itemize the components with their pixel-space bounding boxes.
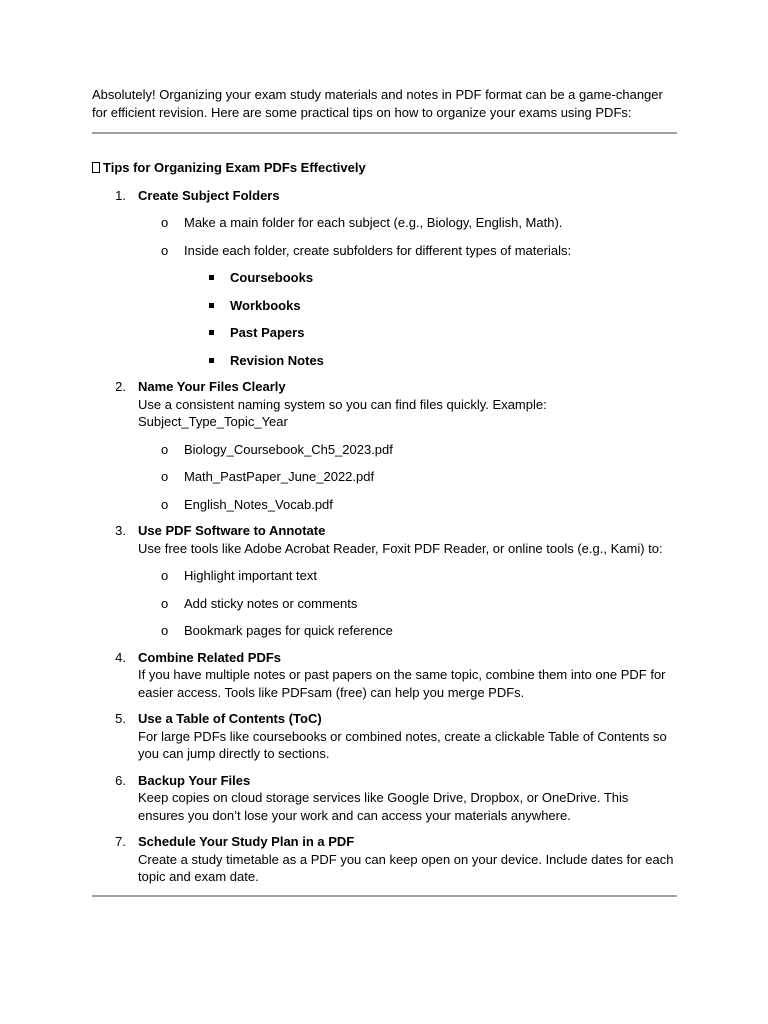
tip-number: 3. [115, 523, 126, 538]
tip-body: For large PDFs like coursebooks or combined notes, create a clickable Table of Contents so you can jump directly to sections. [138, 728, 667, 761]
sub-item [138, 595, 677, 613]
horizontal-rule [92, 895, 677, 897]
sub-item [138, 496, 677, 514]
tips-list [92, 187, 677, 886]
sub-list [138, 567, 677, 640]
tip-item [92, 710, 677, 763]
tip-item [92, 772, 677, 825]
tip-item [92, 187, 677, 370]
horizontal-rule [92, 132, 677, 134]
material-type-item [184, 352, 677, 370]
tip-body: Use free tools like Adobe Acrobat Reader, Foxit PDF Reader, or online tools (e.g., Kami) to: [138, 540, 663, 556]
tip-title: Backup Your Files [138, 772, 251, 788]
tip-body: Create a study timetable as a PDF you can keep open on your device. Include dates for each topic and exam date. [138, 851, 674, 884]
sub-list [138, 441, 677, 514]
section-heading [92, 159, 677, 177]
tip-number: 6. [115, 772, 126, 788]
sub-list [138, 214, 677, 369]
tip-number: 2. [115, 379, 126, 394]
circle-bullet-icon: o [161, 623, 169, 638]
tip-title: Combine Related PDFs [138, 649, 282, 665]
material-type-text: Coursebooks [230, 270, 314, 285]
circle-bullet-icon: o [161, 215, 169, 230]
circle-bullet-icon: o [161, 595, 169, 611]
tip-number: 4. [115, 649, 126, 665]
material-type-item [184, 324, 677, 342]
intro-paragraph: Absolutely! Organizing your exam study materials and notes in PDF format can be a game-changer for efficient revision. Here are some practical tips on how to organize your exams using PDFs: [92, 87, 663, 120]
tip-body: Use a consistent naming system so you can find files quickly. Example: Subject_Type_Topic_Year [138, 396, 547, 429]
tip-title: Schedule Your Study Plan in a PDF [138, 834, 355, 849]
tip-title: Use PDF Software to Annotate [138, 523, 326, 538]
material-type-text: Past Papers [230, 325, 305, 340]
sub-item [138, 242, 677, 370]
sub-item [138, 622, 677, 640]
square-bullet-icon [209, 330, 214, 335]
sub-item [138, 468, 677, 486]
sub-item-text: Math_PastPaper_June_2022.pdf [184, 469, 375, 484]
square-bullet-icon [209, 275, 214, 280]
tip-title: Create Subject Folders [138, 187, 280, 203]
sub-item-text: Highlight important text [184, 568, 317, 583]
circle-bullet-icon: o [161, 496, 169, 512]
sub-item-text: English_Notes_Vocab.pdf [184, 496, 333, 512]
tip-number: 5. [115, 711, 126, 726]
tip-item [92, 522, 677, 640]
tip-title: Use a Table of Contents (ToC) [138, 711, 322, 726]
sub-item-text: Add sticky notes or comments [184, 595, 358, 611]
tip-item [92, 833, 677, 886]
section-heading-text: Tips for Organizing Exam PDFs Effectively [103, 160, 366, 175]
material-type-text: Revision Notes [230, 352, 324, 368]
material-type-item [184, 297, 677, 315]
tip-item [92, 378, 677, 513]
tip-item [92, 649, 677, 702]
sub-item-text: Bookmark pages for quick reference [184, 623, 393, 638]
sub-item [138, 567, 677, 585]
tip-number: 1. [115, 187, 126, 203]
square-bullet-icon [209, 358, 214, 363]
missing-glyph-icon [92, 162, 100, 173]
square-bullet-icon [209, 303, 214, 308]
document-page [92, 86, 677, 897]
circle-bullet-icon: o [161, 568, 169, 583]
sub-item-text: Biology_Coursebook_Ch5_2023.pdf [184, 441, 393, 457]
material-type-item [184, 269, 677, 287]
sub-item-text: Inside each folder, create subfolders for different types of materials: [184, 242, 572, 258]
circle-bullet-icon: o [161, 469, 169, 484]
circle-bullet-icon: o [161, 242, 169, 258]
tip-number: 7. [115, 834, 126, 849]
tip-body: Keep copies on cloud storage services like Google Drive, Dropbox, or OneDrive. This ensures you don’t lose your work and can access your materials anywhere. [138, 790, 629, 823]
circle-bullet-icon: o [161, 441, 169, 457]
tip-body: If you have multiple notes or past papers on the same topic, combine them into one PDF for easier access. Tools like PDFsam (free) can help you merge PDFs. [138, 667, 666, 700]
sub-item [138, 441, 677, 459]
tip-title: Name Your Files Clearly [138, 379, 286, 394]
sub-item [138, 214, 677, 232]
material-types-list [184, 269, 677, 369]
material-type-text: Workbooks [230, 297, 301, 313]
sub-item-text: Make a main folder for each subject (e.g., Biology, English, Math). [184, 215, 563, 230]
